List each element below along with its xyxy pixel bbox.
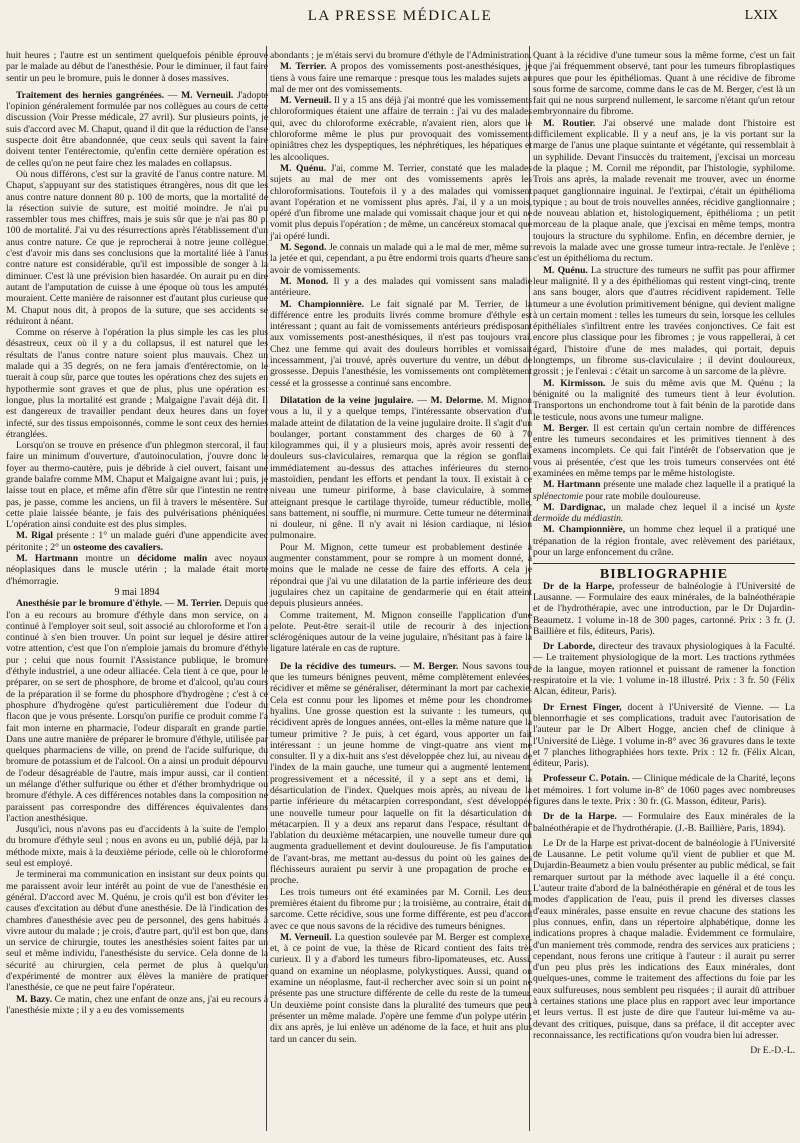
- paragraph: Pour M. Mignon, cette tumeur est probablement destinée à augmenter constamment, pour se rompre à un moment donné, à moins que le malade ne cesse de faire des efforts. A cela je répondrai que j'ai vu une dilatation de la partie inférieure des deux jugulaires chez un capitaine de gendarmerie qui en était atteint depuis plusieurs années.: [270, 541, 532, 610]
- entry-text: — Formulaire des Eaux minérales de la balnéothérapie et de l'hydrothérapie. (J.-B. Baillière, Paris, 1894).: [533, 811, 796, 834]
- berger-remark: [533, 423, 795, 479]
- speaker-name: M. Kirmisson.: [543, 377, 606, 389]
- speaker-name: M. Championnière,: [543, 524, 626, 536]
- paragraph-text: Je suis du même avis que M. Quénu ; la bénignité ou la malignité des tumeurs tient à leur évolution. Transportons un enchondrome tout à fait bénin de la parotide dans le testicule, nous avons une tumeur maligne.: [533, 377, 795, 423]
- championniere-presentation: [533, 524, 795, 558]
- paragraph: Comme traitement, M. Mignon conseille l'application d'une pelote. Peut-être serait-il utile de recourir à des injections sclérogéniques autour de la veine jugulaire, n'hésitant pas à faire la ligature latérale en cas de rupture.: [270, 609, 532, 655]
- verneuil-remark: [270, 95, 532, 163]
- section-anesthesie-bromure: Anesthésie par le bromure d'éthyle. — M. Terrier. Depuis que l'on a eu recours au bromure d'éthyle dans mon service, on a continué à l'employer soit seul, soit associé au chloroforme et l'on a continué à s'en bien trouver. Un point sur lequel je désire attirer votre attention, c'est que l'on n'emploie jamais du bromure d'éthyle pur ; celui que nous fournit l'Assistance publique, le bromure d'éthyle industriel, a une odeur alliacée. Cela tient à ce que, pour le préparer, on se sert de phosphore, de brome et d'alcool, qu'au cours de la préparation il se forme du phosphore d'hydrogène ; c'est à ce phosphure d'hydrogène qu'est particulièrement due l'odeur du flacon que je vous présente. Lorsqu'on purifie ce produit comme l'a fait mon interne en pharmacie, l'odeur disparaît en grande partie. Dans une autre manière de préparer le bromure d'éthyle, utilisée par quelques pharmaciens de ville, on prend de l'acide sulfurique, du bromure de potassium et de l'alcool. On a ainsi un produit dépourvu de l'odeur désagréable de l'autre, mais impur aussi, car il contient un mélange d'éther sulfurique ou éther et d'éther bromhydrique ou bromure d'éthyle. A ces différences notables dans la composition ne paraissent pas correspondre des différences équivalentes dans l'action anesthésique.: [6, 598, 269, 824]
- section-traitement-hernies: Traitement des hernies gangrénées. — M. Verneuil. J'adopte l'opinion généralement formulée par nos collègues au cours de cette discussion (Voir Presse médicale, 27 avril). Sur plusieurs points, je suis d'accord avec M. Chaput, quand il dit que la réduction de l'anse suspecte doit être abandonnée, que ceux seuls qui savent la faire doivent tenter l'entérectomie, qu'enfin cette dernière opération est de celles qu'on ne peut faire chez les malades en collapsus.: [6, 89, 269, 169]
- paragraph-text: Depuis que l'on a eu recours au bromure d'éthyle dans mon service, on a continué à l'employer soit seul, soit associé au chloroforme et l'on a continué à s'en bien trouver. Un point sur lequel je désire attirer votre attention, c'est que l'on n'emploie jamais du bromure d'éthyle pur ; celui que nous fournit l'Assistance publique, le bromure d'éthyle industriel, a une odeur alliacée. Cela tient à ce que, pour le préparer, on se sert de phosphore, de brome et d'alcool, qu'au cours de la préparation il se forme du phosphore d'hydrogène ; c'est à ce phosphure d'hydrogène qu'est particulièrement due l'odeur du flacon que je vous présente. Lorsqu'on purifie ce produit comme l'a fait mon interne en pharmacie, l'odeur disparaît en grande partie. Dans une autre manière de préparer le bromure d'éthyle, utilisée par quelques pharmaciens de ville, on prend de l'acide sulfurique, du bromure de potassium et de l'alcool. On a ainsi un produit dépourvu de l'odeur désagréable de l'autre, mais impur aussi, car il contient un mélange d'éther sulfurique ou éther et d'éther bromhydrique ou bromure d'éthyle. A ces différences notables dans la composition ne paraissent pas correspondre des différences équivalentes dans l'action anesthésique.: [6, 598, 269, 824]
- paragraph-text: A propos des vomissements post-anesthésiques, je tiens à vous faire une remarque : presque tous les malades sujets au mal de mer ont des vomissements.: [270, 61, 533, 95]
- hartmann-presentation-2: [533, 479, 795, 502]
- paragraph: Je terminerai ma communication en insistant sur deux points qui me paraissent avoir leur intérêt au point de vue de l'anesthésie en général. D'accord avec M. Quénu, je crois qu'il est bon d'éviter les causes d'excitation au début d'une anesthésie. De là l'indication des chambres d'anesthésie avec peu de personnel, des gens habitués à vivre autour du malade ; je crois, d'autre part, qu'il est bon que, dans un service de chirurgie, toutes les anesthésies soient faites par un seul et même individu, l'anesthésiste du service. Cela donne de la sécurité au chirurgien, cela permet de plus à quelqu'un d'expérimenté de montrer aux élèves la manière de pratiquer l'anesthésie, ce que ne peut faire l'opérateur.: [6, 869, 268, 994]
- speaker-name: M. Quénu.: [543, 264, 588, 276]
- paragraph: Les trois tumeurs ont été examinées par M. Cornil. Les deux premières étaient du fibrome pur ; la troisième, au contraire, était du sarcome. Cette récidive, sous une forme différente, est peu d'accord avec ce que nous savons de la récidive des tumeurs bénignes.: [270, 886, 532, 932]
- speaker-name: M. Monod.: [280, 275, 329, 287]
- rigal-presentation: [6, 530, 268, 553]
- paragraph: Quant à la récidive d'une tumeur sous la même forme, c'est un fait que j'ai fréquemment observé, tant pour les tumeurs fibroplastiques pures que pour les épithéliomas. Quant à une récidive de fibrome sous forme de sarcome, comme dans le cas de M. Berger, c'est là un fait qui ne nous surprend nullement, le sarcome n'étant qu'un retour embryonnaire du fibrome.: [533, 50, 795, 118]
- paragraph-text: Il y a 15 ans déjà j'ai montré que les vomissements chloroformiques étaient une affaire de terrain : j'ai vu des malades qui, avec du chloroforme exécrable, n'avaient rien, alors que le chloroforme même le plus pur provoquait des vomissements opiniâtres chez les dyspeptiques, les néphrétiques, les hépatiques et les alcooliques.: [270, 95, 533, 163]
- monod-remark: [270, 276, 532, 299]
- entry-text: professeur de balnéologie à l'Université de Lausanne. — Formulaire des eaux minérales, de la balnéothérapie et de l'hydrothérapie, avec une introduction, par le Dr Dujardin-Beaumetz. 1 volume in-18 de 300 pages, cartonné. Prix : 3 fr. (J. Baillière et fils, éditeurs, Paris).: [533, 580, 795, 637]
- speaker-name: M. Quénu.: [280, 162, 327, 174]
- paragraph: Comme on réserve à l'opération la plus simple les cas les plus désastreux, ceux où il y a du collapsus, il est naturel que les résultats de l'anus contre nature soient plus mauvais. Chez un malade qui a 35 degrés, on ne fera jamais d'entérectomie, on le tuerait à coup sûr, parce que toutes les opérations chez des sujets en hypothermie sont graves et que de plus, plus une opération est longue, plus la mortalité est grande ; Malgaigne l'avait déjà dit. Il est dangereux de travailler pendant deux heures dans un foyer infecté, sur des tissus empoisonnés, comme le sont ceux des hernies étranglées.: [6, 327, 268, 440]
- entry-text: docent à l'Université de Vienne. — La blennorrhagie et ses complications, traduit avec l'autorisation de l'auteur par le Dr Albert Hogge, ancien chef de clinique à l'Université de Liège. 1 volume in-8° avec 36 gravures dans le texte et 7 planches lithographiées hors texte. Prix : 12 fr. (Félix Alcan, éditeur, Paris).: [533, 701, 795, 770]
- paragraph-text: présente une malade chez laquelle il a pratiqué la: [603, 479, 795, 491]
- speaker-name: M. Berger.: [413, 660, 459, 672]
- speaker-name: M. Hartmann: [16, 553, 79, 565]
- session-date: 9 mai 1894: [114, 586, 160, 598]
- paragraph-text: J'ai observé une malade dont l'histoire est difficilement explicable. Il y a neuf ans, je la vis portant sur la marge de l'anus une plaque suintante et végétante, qui ressemblait à un syphilide. Devant l'insuccès du traitement, j'excisai un morceau de la plaque ; M. Cornil me répondit, par l'histologie, syphilome. Trois ans après, la malade revenait me trouver, avec un énorme paquet ganglionnaire inguinal. Je l'extirpai, c'était un épithélioma typique ; au bout de trois nouvelles années, récidive ganglionnaire ; de nouveau ablation et, histologiquement, épithélioma ; un petit morceau de la plaque anale, que j'excisai en même temps, montra toujours la structure du syphilome. Enfin, en décembre dernier, je revois la malade avec une grosse tumeur intra-rectale. Je l'enlève ; c'est un épithélioma du rectum.: [533, 117, 796, 265]
- speaker-name: M. Verneuil.: [181, 89, 234, 101]
- section-rule: [533, 563, 795, 564]
- section-recidive-tumeurs: De la récidive des tumeurs. — M. Berger. Nous savons tous que les tumeurs bénignes peuvent, même complètement enlevées, récidiver et même se généraliser, déterminant la mort par cachexie. Cela est connu pour les lipomes et même pour les chondromes hyalins. Une grosse question est la suivante : les tumeurs, qui récidivent après de longues années, ont-elles la même nature que la tumeur primitive ? Je puis, à cet égard, vous apporter un fait intéressant : un jeune homme de vingt-quatre ans vient me consulter. Il y a dix-huit ans s'est développée chez lui, au niveau de l'index de la main gauche, une tumeur qui a augmenté lentement, progressivement et a nécessité, il y a sept ans et demi, la désarticulation de l'index. Quelques mois après, au niveau de la partie inférieure du métacarpien correspondant, s'est développée une nouvelle tumeur pour laquelle on fit la désarticulation du métacarpien. Il y a deux ans reparut dans l'espace, résultant de l'ablation du deuxième métacarpien, une nouvelle tumeur dure qui augmenta graduellement et devint douloureuse. Je fis l'amputation de l'avant-bras, me mettant au-dessus du point où les gaines des fléchisseurs auraient pu servir à une propagation de proche en proche.: [270, 660, 532, 887]
- speaker-name: M. Championnière.: [280, 298, 365, 310]
- bibliography-entry: [533, 773, 795, 807]
- terrier-remark: [270, 61, 532, 95]
- paragraph-text: J'ai, comme M. Terrier, constaté que les malades sujets au mal de mer ont des vomissements après les chloroformisations. Toutefois il y a des malades qui vomissent avant l'opération et ne vomissent plus après. J'ai, il y a un mois, opéré d'un fibrome une malade qui vomissait chaque jour et qui ne vomit plus depuis l'opération ; de même, un cancéreux stomacal que j'ai opéré lundi.: [270, 162, 533, 242]
- entry-text: — Clinique médicale de la Charité, leçons et mémoires. 1 fort volume in-8° de 1060 pages avec nombreuses figures dans le texte. Prix : 30 fr. (G. Masson, éditeur, Paris).: [533, 773, 795, 807]
- entry-author: Dr Laborde,: [543, 641, 596, 653]
- column-3: [533, 50, 795, 1057]
- italic-term: kyste dermoïde du médiastin.: [533, 501, 795, 525]
- paragraph-text: La structure des tumeurs ne suffit pas pour affirmer leur malignité. Il y a des épithéliomas qui restent vingt-cinq, trente ans sans bouger, alors que d'autres récidivent rapidement. Telle tumeur a une évolution primitivement bénigne, qui devient maligne à un certain moment : telles les tumeurs du sein, lorsque les cellules épithéliales s'infiltrent entre les travées conjonctives. Ce fait est encore plus classique pour les fibromes ; je vous rappellerai, à cet égard, l'histoire d'une de mes malades, qui portait, depuis longtemps, un fibrome sus-claviculaire ; il devint douloureux, grossit ; je l'enlevai : c'était un sarcome à un sarcome de la plèvre.: [533, 264, 795, 378]
- speaker-name: M. Routier.: [543, 117, 596, 129]
- bibliography-entry: [533, 641, 795, 697]
- section-heading: Anesthésie par le bromure d'éthyle.: [16, 598, 163, 610]
- paragraph-text: Nous savons tous que les tumeurs bénignes peuvent, même complètement enlevées, récidiver et même se généraliser, déterminant la mort par cachexie. Cela est connu pour les lipomes et même pour les chondromes hyalins. Une grosse question est la suivante : les tumeurs, qui récidivent après de longues années, ont-elles la même nature que la tumeur primitive ? Je puis, à cet égard, vous apporter un fait intéressant : un jeune homme de vingt-quatre ans vient me consulter. Il y a dix-huit ans s'est développée chez lui, au niveau de l'index de la main gauche, une tumeur qui a augmenté lentement, progressivement et a nécessité, il y a sept ans et demi, la désarticulation de l'index. Quelques mois après, au niveau de la partie inférieure du métacarpien correspondant, s'est développée une nouvelle tumeur pour laquelle on fit la désarticulation du métacarpien. Il y a deux ans reparut dans l'espace, résultant de l'ablation du deuxième métacarpien, une nouvelle tumeur dure qui augmenta graduellement et devint douloureuse. Je fis l'amputation de l'avant-bras, me mettant au-dessus du point où les gaines des fléchisseurs auraient pu servir à une propagation de proche en proche.: [270, 660, 532, 887]
- quenu-remark: [270, 163, 532, 242]
- bold-term: osteome des cavaliers.: [73, 541, 164, 553]
- dardignac-presentation: [533, 502, 795, 525]
- section-veine-jugulaire: Dilatation de la veine jugulaire. — M. Delorme. M. Mignon vous a lu, il y a quelque temps, l'intéressante observation d'un malade atteint de dilatation de la veine jugulaire droite. Il s'agit d'un boulanger, portant constamment des charges de 60 à 70 kilogrammes qui, il y a plusieurs mois, après avoir ressenti des douleurs sus-claviculaires, remarqua que la région se gonflait immédiatement au-dessus des attaches inférieures du sterno-mastoïdien, pendant les efforts et pendant la toux. Il existait à ce niveau une tumeur piriforme, à base claviculaire, à sommet atteignant presque le cartilage thyroïde, tumeur réductible, molle, sans battement, ni souffle, ni murmure. Cette tumeur ne déterminait ni douleur, ni gêne. Il n'y avait ni lésion cardiaque, ni lésion pulmonaire.: [270, 394, 532, 542]
- paragraph-text: Le fait signalé par M. Terrier, de la différence entre les produits livrés comme bromure d'éthyle est intéressant ; quant au fait de vomissements antérieurs prédisposant aux vomissements post-anesthésiques, il n'est pas toujours vrai. Chez une femme qui avait des douleurs horribles et vomissait incessamment, j'ai trouvé, après ouverture du ventre, un début de grossesse. Depuis l'anesthésie, les vomissements ont complètement cessé et la grossesse a continué sans encombre.: [270, 298, 532, 389]
- entry-author: Dr de la Harpe,: [543, 580, 615, 592]
- speaker-name: M. Berger.: [543, 422, 589, 434]
- review-signature: Dr E.-D.-L.: [750, 1045, 795, 1057]
- section-heading: De la récidive des tumeurs.: [280, 660, 397, 672]
- page-number: LXIX: [744, 8, 778, 23]
- speaker-name: M. Segond.: [280, 242, 327, 254]
- paragraph: abondants ; je m'étais servi du bromure d'éthyle de l'Administration.: [270, 50, 532, 61]
- page-header: [0, 0, 800, 34]
- speaker-name: M. Delorme.: [430, 394, 484, 406]
- bibliography-entry: [533, 702, 795, 770]
- paragraph-text: Ce matin, chez une enfant de onze ans, j'ai eu recours à l'anesthésie mixte ; il y a eu des vomissements: [6, 993, 268, 1016]
- paragraph-text: J'adopte l'opinion généralement formulée par nos collègues au cours de cette discussion (Voir Presse médicale, 27 avril). Sur plusieurs points, je suis d'accord avec M. Chaput, quand il dit que la réduction de l'anse suspecte doit être abandonnée, que ceux seuls qui savent la faire doivent tenter l'entérectomie, qu'enfin cette dernière opération est de celles qu'on ne peut faire chez les malades en collapsus.: [6, 89, 269, 169]
- bibliography-entry: [533, 581, 795, 637]
- entry-text: directeur des travaux physiologiques à la Faculté. — Le traitement physiologique de la mort. Les tractions rythmées de la langue, moyen rationnel et puissant de ramener la fonction respiratoire et la vie. 1 volume in-18 illustré. Prix : 3 fr. 50 (Félix Alcan, éditeur, Paris).: [533, 641, 795, 698]
- speaker-name: M. Dardignac,: [543, 501, 606, 513]
- section-heading: Dilatation de la veine jugulaire.: [280, 394, 414, 406]
- entry-author: Dr Ernest Finger,: [543, 701, 622, 713]
- bold-term: décidome malin: [137, 553, 208, 565]
- paragraph-text: Il y a des malades qui vomissent sans maladie antérieure.: [270, 275, 532, 299]
- paragraph-text: un homme chez lequel il a pratiqué une trépanation de la région frontale, avec relèvement des pariétaux, pour un large enfoncement du crâne.: [533, 524, 796, 559]
- paragraph-text: pour rate mobile douloureuse.: [583, 490, 701, 502]
- paragraph-text: présente : 1° un malade guéri d'une appendicite avec péritonite ; 2° un: [6, 530, 268, 553]
- quenu-remark-2: [533, 265, 795, 378]
- hartmann-presentation: [6, 553, 268, 587]
- speaker-name: M. Rigal: [16, 530, 53, 542]
- speaker-name: M. Terrier.: [176, 598, 222, 610]
- bibliography-heading: BIBLIOGRAPHIE: [599, 567, 729, 583]
- paragraph-text: La question soulevée par M. Berger est complexe, et, à ce point de vue, la thèse de Ricard contient des faits très curieux. Il y a d'abord les tumeurs fibro-lipomateuses, etc. Aussi, quand on examine un néoplasme, polykystiques. Aussi, quand on examine un néoplasme, faut-il rechercher avec soin si un point ne présente pas une structure différente de celle du reste de la tumeur. Un deuxième point consiste dans la pluralité des tumeurs que peut présenter un même malade. J'opère une femme d'un polype utérin ; dix ans après, je lui enlève un adénome de la face, et huit ans plus tard un cancer du sein.: [270, 931, 533, 1045]
- paragraph-text: Il est certain qu'un certain nombre de différences entre les tumeurs secondaires et les primitives tiennent à des examens incomplets. Ce qui fait l'intérêt de l'observation que je vous ai présentée, c'est que les trois tumeurs conservées ont été examinées en même temps par le même histologiste.: [533, 422, 795, 479]
- review-text: Le Dr de la Harpe est privat-docent de balnéologie à l'Université de Lausanne. Le petit volume qu'il vient de publier et que M. Dujardin-Beaumetz a bien voulu présenter au public médical, se fait remarquer surtout par la méthode avec laquelle il a été conçu. L'auteur traite d'abord de la balnéothérapie en général et de tous les modes d'application de l'eau, puis il prend les diverses classes d'eaux minérales, passe ensuite en revue chacune des stations les plus connues, enfin, dans un répertoire alphabétique, donne les indications propres à chaque maladie. Évidemment ce formulaire, d'un maniement très commode, rendra des services aux praticiens ; cependant, nous ferons une critique à l'auteur : il aurait pu serrer d'un peu plus près les indications des Eaux minérales, dont quelques-unes, comme le traitement des affections du foie par les eaux sulfureuses, nous semblent peu risquées ; il aurait dû attribuer à certaines stations une place plus en rapport avec leur importance et leurs vertus. Il est juste de dire que l'auteur lui-même va au-devant des critiques, puisque, dans sa préface, il dit accepter avec reconnaissance, les rectifications qu'on voudra bien lui adresser.: [533, 837, 795, 1041]
- paragraph-text: avec noyaux néoplasiques dans le muscle utérin ; la malade était morte d'hémorragie.: [6, 553, 268, 587]
- paragraph: Jusqu'ici, nous n'avons pas eu d'accidents à la suite de l'emploi du bromure d'éthyle seul ; nous en avons eu un, publié déjà, par la méthode mixte, mais à la deuxième période, celle où le chloroforme seul est employé.: [6, 824, 268, 870]
- segond-remark: [270, 242, 532, 276]
- speaker-name: M. Terrier.: [280, 61, 327, 73]
- championniere-remark: [270, 299, 532, 389]
- speaker-name: M. Verneuil.: [280, 95, 332, 107]
- kirmisson-remark: [533, 378, 795, 423]
- column-1: [6, 50, 268, 1016]
- paragraph-text: montre un: [85, 553, 138, 565]
- section-heading: Traitement des hernies gangrénées.: [16, 89, 165, 101]
- paragraph: huit heures ; l'autre est un sentiment quelquefois pénible éprouvé par le malade au début de l'anesthésie. Pour le diminuer, il faut faire sentir un peu le bromure, puis le donner à doses massives.: [6, 50, 268, 84]
- bibliography-entry: [533, 811, 795, 834]
- speaker-name: M. Verneuil.: [280, 931, 332, 943]
- journal-title: LA PRESSE MÉDICALE: [307, 8, 493, 24]
- italic-term: splénectomie: [533, 490, 584, 502]
- routier-remark: [533, 118, 795, 265]
- verneuil-remark-2: [270, 932, 532, 1045]
- paragraph-text: Je connais un malade qui a le mal de mer, même sur la jetée et qui, cependant, a pu être endormi trois quarts d'heure sans avoir de vomissements.: [270, 242, 533, 276]
- paragraph: Lorsqu'on se trouve en présence d'un phlegmon stercoral, il faut faire un minimum d'ouverture, d'autoinoculation, j'ouvre donc le foyer au thermo-cautère, puis je débride à ciel ouvert, faisant une grande balafre comme MM. Chaput et Malgaigne avant lui ; puis, je laisse tout en place, et même afin d'être sûr que l'intestin ne rentre pas, je passe, comme les anciens, un fil à travers le mésentère. Sur cette plaie laissée béante, je fais des pulvérisations phéniquées. L'opération ainsi conduite est des plus simples.: [6, 440, 268, 531]
- paragraph-text: M. Mignon vous a lu, il y a quelque temps, l'intéressante observation d'un malade atteint de dilatation de la veine jugulaire droite. Il s'agit d'un boulanger, portant constamment des charges de 60 à 70 kilogrammes qui, il y a plusieurs mois, après avoir ressenti des douleurs sus-claviculaires, remarqua que la région se gonflait immédiatement au-dessus des attaches inférieures du sterno-mastoïdien, pendant les efforts et pendant la toux. Il existait à ce niveau une tumeur piriforme, à base claviculaire, à sommet atteignant presque le cartilage thyroïde, tumeur réductible, molle, sans battement, ni souffle, ni murmure. Cette tumeur ne déterminait ni douleur, ni gêne. Il n'y avait ni lésion cardiaque, ni lésion pulmonaire.: [270, 394, 532, 542]
- paragraph-text: un malade chez lequel il a incisé un: [611, 501, 776, 513]
- bazy-remark: [6, 994, 268, 1017]
- entry-author: Dr de la Harpe.: [543, 811, 617, 823]
- speaker-name: M. Bazy.: [16, 993, 53, 1005]
- paragraph: Où nous différons, c'est sur la gravité de l'anus contre nature. M. Chaput, s'appuyant sur des statistiques étrangères, nous dit que les anus contre nature donnent 80 p. 100 de morts, que la mortalité de la résection suivie de suture, est moitié moindre. Je n'ai pu rassembler tous mes chiffres, mais je suis sûr que je n'ai pas 80 p. 100 de mortalité. J'ai vu des résurrections après l'établissement d'un anus contre nature. Ce que je reprocherai à notre jeune collègue, c'est d'avoir mis dans ses conclusions que la mortalité liée à l'anus contre nature est considérable, qu'il est impossible de songer à la diminuer. C'est là une prévision bien hasardée. On aurait pu en dire autant de l'amputation de cuisse à une époque où tous les amputés mouraient. Cette manière de raisonner est d'autant plus curieuse que M. Chaput nous dit, à propos de la suture, que ses accidents se réduiront à néant.: [6, 168, 268, 327]
- speaker-name: M. Hartmann: [543, 479, 601, 491]
- column-2: [270, 50, 532, 1045]
- entry-author: Professeur C. Potain.: [543, 773, 630, 785]
